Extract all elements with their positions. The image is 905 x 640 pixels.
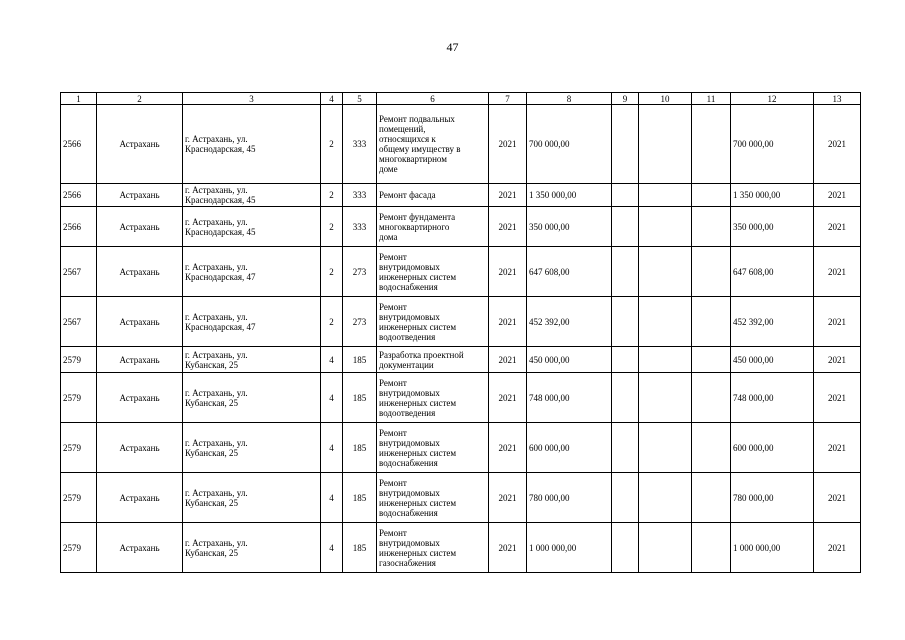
cell-house-id: 2566 (61, 184, 97, 207)
cell-col9 (612, 473, 639, 523)
cell-col5: 185 (343, 423, 377, 473)
cell-year-end: 2021 (814, 247, 861, 297)
address-line: Краснодарская, 47 (185, 271, 256, 282)
cell-col5: 185 (343, 473, 377, 523)
cell-house-id: 2579 (61, 473, 97, 523)
table-row (61, 373, 861, 423)
cell-locality: Астрахань (97, 207, 183, 247)
cell-col9 (612, 523, 639, 573)
cell-col11 (692, 347, 731, 373)
cell-col5: 273 (343, 297, 377, 347)
address-line: Кубанская, 25 (185, 547, 238, 558)
cell-col10 (639, 423, 692, 473)
cell-address (183, 347, 321, 373)
work-line: внутридомовых (379, 387, 440, 398)
cell-address (183, 247, 321, 297)
cell-col9 (612, 423, 639, 473)
cell-work-type (377, 207, 489, 247)
cell-total: 700 000,00 (731, 105, 814, 184)
work-line: документации (379, 359, 434, 370)
address-line: г. Астрахань, ул. (185, 537, 248, 548)
work-line: внутридомовых (379, 537, 440, 548)
cell-total: 1 000 000,00 (731, 523, 814, 573)
column-header: 13 (814, 93, 861, 105)
cell-house-id: 2579 (61, 423, 97, 473)
work-line: общему имуществу в (379, 144, 461, 154)
address-line: Кубанская, 25 (185, 359, 238, 370)
cell-locality: Астрахань (97, 297, 183, 347)
address-line: г. Астрахань, ул. (185, 311, 248, 322)
address-line: Краснодарская, 47 (185, 321, 256, 332)
cell-house-id: 2566 (61, 105, 97, 184)
work-line: водоснабжения (379, 507, 438, 518)
cell-col9 (612, 105, 639, 184)
cell-col9 (612, 347, 639, 373)
table-row (61, 247, 861, 297)
cell-locality: Астрахань (97, 247, 183, 297)
work-line: внутридомовых (379, 311, 440, 322)
cell-address (183, 297, 321, 347)
address-line: г. Астрахань, ул. (185, 349, 248, 360)
address-line: г. Астрахань, ул. (185, 134, 248, 144)
cell-work-type (377, 373, 489, 423)
work-line: доме (379, 164, 398, 174)
cell-house-id: 2566 (61, 207, 97, 247)
cell-col9 (612, 207, 639, 247)
work-line: Ремонт фундамента (379, 211, 456, 222)
cell-col4: 2 (321, 207, 343, 247)
cell-work-type (377, 473, 489, 523)
cell-col11 (692, 373, 731, 423)
cell-col11 (692, 184, 731, 207)
cell-col11 (692, 207, 731, 247)
cell-address (183, 105, 321, 184)
work-line: водоснабжения (379, 281, 438, 292)
cell-cost: 748 000,00 (527, 373, 612, 423)
cell-col11 (692, 247, 731, 297)
cell-year: 2021 (489, 184, 527, 207)
cell-year-end: 2021 (814, 373, 861, 423)
cell-col9 (612, 297, 639, 347)
cell-year-end: 2021 (814, 184, 861, 207)
work-line: Ремонт (379, 301, 407, 312)
cell-year: 2021 (489, 207, 527, 247)
cell-address (183, 207, 321, 247)
address-line: Кубанская, 25 (185, 497, 238, 508)
work-line: водоснабжения (379, 457, 438, 468)
table-row (61, 523, 861, 573)
header-row (61, 93, 861, 105)
cell-year: 2021 (489, 473, 527, 523)
column-header: 7 (489, 93, 527, 105)
repair-program-table (60, 92, 861, 573)
address-line: Краснодарская, 45 (185, 195, 256, 205)
work-line: водоотведения (379, 331, 436, 342)
cell-col10 (639, 207, 692, 247)
work-line: относящихся к (379, 134, 436, 144)
cell-cost: 600 000,00 (527, 423, 612, 473)
cell-year: 2021 (489, 347, 527, 373)
cell-col9 (612, 373, 639, 423)
cell-col5: 273 (343, 247, 377, 297)
cell-col11 (692, 423, 731, 473)
work-line: Ремонт подвальных (379, 114, 455, 124)
cell-total: 450 000,00 (731, 347, 814, 373)
cell-year-end: 2021 (814, 297, 861, 347)
cell-cost: 450 000,00 (527, 347, 612, 373)
cell-total: 780 000,00 (731, 473, 814, 523)
cell-address (183, 373, 321, 423)
cell-work-type (377, 297, 489, 347)
cell-house-id: 2579 (61, 347, 97, 373)
address-line: г. Астрахань, ул. (185, 261, 248, 272)
cell-col9 (612, 247, 639, 297)
column-header: 10 (639, 93, 692, 105)
cell-col4: 4 (321, 523, 343, 573)
cell-year: 2021 (489, 247, 527, 297)
cell-col11 (692, 105, 731, 184)
cell-cost: 647 608,00 (527, 247, 612, 297)
cell-col11 (692, 523, 731, 573)
cell-cost: 780 000,00 (527, 473, 612, 523)
cell-total: 1 350 000,00 (731, 184, 814, 207)
cell-col11 (692, 297, 731, 347)
address-line: Кубанская, 25 (185, 447, 238, 458)
column-header: 3 (183, 93, 321, 105)
work-line: Ремонт (379, 427, 407, 438)
work-line: инженерных систем (379, 497, 457, 508)
cell-col10 (639, 297, 692, 347)
address-line: г. Астрахань, ул. (185, 437, 248, 448)
address-line: г. Астрахань, ул. (185, 185, 248, 195)
cell-total: 748 000,00 (731, 373, 814, 423)
cell-col5: 333 (343, 207, 377, 247)
table-row (61, 473, 861, 523)
work-line: помещений, (379, 124, 426, 134)
work-line: газоснабжения (379, 557, 436, 568)
cell-col5: 333 (343, 184, 377, 207)
cell-total: 647 608,00 (731, 247, 814, 297)
work-line: дома (379, 231, 398, 242)
cell-work-type (377, 347, 489, 373)
column-header: 11 (692, 93, 731, 105)
column-header: 4 (321, 93, 343, 105)
cell-address (183, 473, 321, 523)
cell-address (183, 523, 321, 573)
column-header: 9 (612, 93, 639, 105)
cell-year: 2021 (489, 523, 527, 573)
address-line: г. Астрахань, ул. (185, 216, 248, 227)
table-body (61, 105, 861, 573)
cell-cost: 350 000,00 (527, 207, 612, 247)
cell-total: 350 000,00 (731, 207, 814, 247)
cell-year-end: 2021 (814, 347, 861, 373)
cell-year: 2021 (489, 297, 527, 347)
column-header: 1 (61, 93, 97, 105)
cell-address (183, 184, 321, 207)
column-header: 8 (527, 93, 612, 105)
cell-col4: 4 (321, 373, 343, 423)
cell-cost: 700 000,00 (527, 105, 612, 184)
cell-year-end: 2021 (814, 207, 861, 247)
cell-col5: 333 (343, 105, 377, 184)
table-row (61, 297, 861, 347)
work-line: Ремонт (379, 477, 407, 488)
work-line: многоквартирном (379, 154, 447, 164)
cell-col10 (639, 105, 692, 184)
cell-address (183, 423, 321, 473)
cell-col5: 185 (343, 523, 377, 573)
cell-house-id: 2579 (61, 373, 97, 423)
address-line: г. Астрахань, ул. (185, 487, 248, 498)
cell-col4: 4 (321, 423, 343, 473)
work-line: инженерных систем (379, 321, 457, 332)
cell-col10 (639, 184, 692, 207)
cell-house-id: 2579 (61, 523, 97, 573)
cell-work-type (377, 247, 489, 297)
cell-col9 (612, 184, 639, 207)
cell-work-type (377, 523, 489, 573)
column-header: 2 (97, 93, 183, 105)
cell-col10 (639, 247, 692, 297)
work-line: инженерных систем (379, 397, 457, 408)
cell-locality: Астрахань (97, 105, 183, 184)
cell-col10 (639, 473, 692, 523)
work-line: Разработка проектной (379, 349, 464, 360)
work-line: Ремонт (379, 527, 407, 538)
work-line: инженерных систем (379, 547, 457, 558)
cell-col5: 185 (343, 373, 377, 423)
column-header: 5 (343, 93, 377, 105)
cell-year-end: 2021 (814, 423, 861, 473)
table-row (61, 207, 861, 247)
cell-year-end: 2021 (814, 473, 861, 523)
column-header: 12 (731, 93, 814, 105)
address-line: Кубанская, 25 (185, 397, 238, 408)
work-line: водоотведения (379, 407, 436, 418)
page-number: 47 (446, 40, 459, 54)
cell-col4: 2 (321, 184, 343, 207)
address-line: Краснодарская, 45 (185, 144, 256, 154)
cell-col4: 4 (321, 473, 343, 523)
cell-col5: 185 (343, 347, 377, 373)
cell-total: 600 000,00 (731, 423, 814, 473)
cell-locality: Астрахань (97, 184, 183, 207)
address-line: Краснодарская, 45 (185, 226, 256, 237)
work-line: инженерных систем (379, 447, 457, 458)
cell-year-end: 2021 (814, 105, 861, 184)
cell-work-type (377, 423, 489, 473)
cell-col4: 2 (321, 247, 343, 297)
cell-total: 452 392,00 (731, 297, 814, 347)
cell-work-type (377, 105, 489, 184)
work-line: многоквартирного (379, 221, 450, 232)
work-line: Ремонт фасада (379, 190, 436, 200)
cell-locality: Астрахань (97, 373, 183, 423)
cell-house-id: 2567 (61, 247, 97, 297)
cell-locality: Астрахань (97, 423, 183, 473)
cell-house-id: 2567 (61, 297, 97, 347)
table-row (61, 347, 861, 373)
column-header: 6 (377, 93, 489, 105)
cell-col4: 4 (321, 347, 343, 373)
address-line: г. Астрахань, ул. (185, 387, 248, 398)
cell-cost: 452 392,00 (527, 297, 612, 347)
work-line: внутридомовых (379, 437, 440, 448)
cell-cost: 1 350 000,00 (527, 184, 612, 207)
table-row (61, 423, 861, 473)
work-line: внутридомовых (379, 487, 440, 498)
cell-col11 (692, 473, 731, 523)
cell-col10 (639, 523, 692, 573)
work-line: Ремонт (379, 377, 407, 388)
cell-col10 (639, 373, 692, 423)
work-line: Ремонт (379, 251, 407, 262)
table-row (61, 184, 861, 207)
work-line: инженерных систем (379, 271, 457, 282)
work-line: внутридомовых (379, 261, 440, 272)
cell-work-type (377, 184, 489, 207)
cell-col4: 2 (321, 105, 343, 184)
cell-locality: Астрахань (97, 473, 183, 523)
table-row (61, 105, 861, 184)
cell-cost: 1 000 000,00 (527, 523, 612, 573)
cell-col10 (639, 347, 692, 373)
cell-year-end: 2021 (814, 523, 861, 573)
cell-locality: Астрахань (97, 523, 183, 573)
cell-year: 2021 (489, 423, 527, 473)
cell-year: 2021 (489, 105, 527, 184)
cell-col4: 2 (321, 297, 343, 347)
cell-year: 2021 (489, 373, 527, 423)
cell-locality: Астрахань (97, 347, 183, 373)
